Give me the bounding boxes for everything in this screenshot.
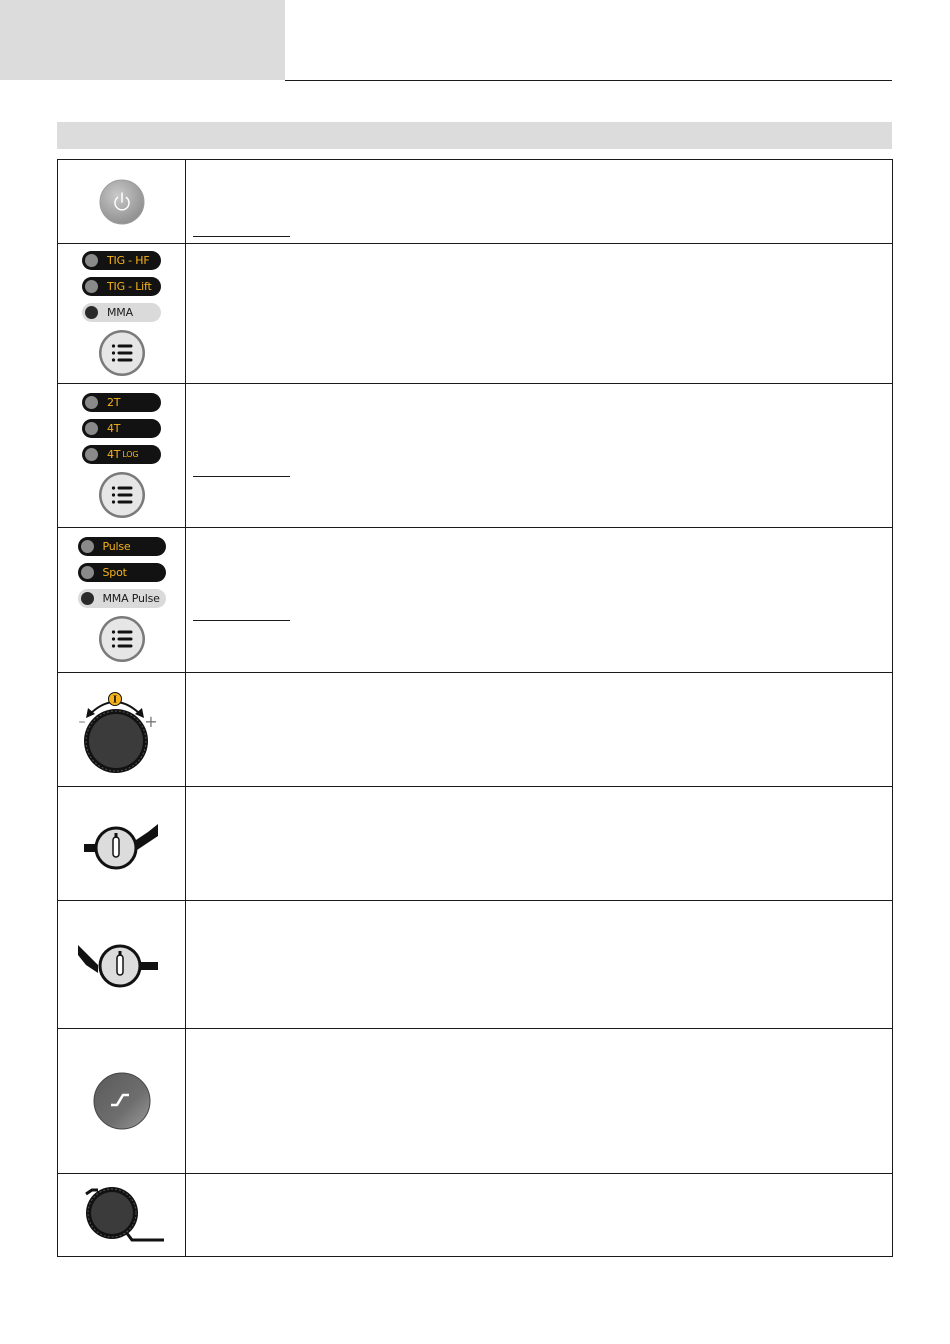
pill-4t <box>82 419 161 438</box>
description-cell <box>186 901 893 1029</box>
icon-cell <box>58 787 186 901</box>
icon-cell <box>58 244 186 384</box>
description-cell <box>186 528 893 673</box>
pill-2t <box>82 393 161 412</box>
divider <box>193 620 290 621</box>
pill-label: Spot <box>102 566 127 579</box>
minus-label: – <box>78 713 85 730</box>
current-indicator-label: I <box>112 695 117 705</box>
description-cell <box>186 160 893 244</box>
led-indicator <box>85 280 98 293</box>
led-indicator <box>85 448 98 461</box>
pill-label: Pulse <box>102 540 131 553</box>
table-row <box>58 528 893 673</box>
pill-mma-pulse <box>78 589 166 608</box>
pill-sublabel: LOG <box>122 449 139 459</box>
pill-pulse <box>78 537 166 556</box>
menu-list-button-icon[interactable] <box>98 329 146 377</box>
pill-label: 4T <box>107 447 121 461</box>
pill-label: MMA <box>107 305 133 319</box>
pill-label: MMA Pulse <box>102 592 160 605</box>
led-indicator <box>81 592 94 605</box>
table-row <box>58 901 893 1029</box>
pill-tig-lift <box>82 277 161 296</box>
led-indicator <box>85 396 98 409</box>
plus-label: + <box>143 711 158 731</box>
icon-cell <box>58 528 186 673</box>
description-cell <box>186 787 893 901</box>
led-indicator <box>81 540 94 553</box>
header-rule <box>285 80 892 81</box>
table-row <box>58 787 893 901</box>
table-row <box>58 160 893 244</box>
description-cell <box>186 384 893 528</box>
controls-table <box>57 159 893 1257</box>
current-knob-icon[interactable] <box>72 680 172 780</box>
header-block <box>0 0 285 80</box>
description-cell <box>186 1029 893 1174</box>
table-row <box>58 384 893 528</box>
icon-cell <box>58 901 186 1029</box>
table-row <box>58 673 893 787</box>
led-indicator <box>85 422 98 435</box>
section-title-bar <box>57 122 892 149</box>
pill-label: 2T <box>107 395 121 409</box>
pill-tig-hf <box>82 251 161 270</box>
table-row <box>58 1029 893 1174</box>
icon-cell <box>58 384 186 528</box>
slope-button-icon[interactable] <box>92 1071 152 1131</box>
pill-spot <box>78 563 166 582</box>
menu-list-button-icon[interactable] <box>98 471 146 519</box>
divider <box>193 236 290 237</box>
led-indicator <box>85 254 98 267</box>
gas-pre-flow-icon <box>72 814 172 874</box>
icon-cell <box>58 1174 186 1257</box>
pill-mma <box>82 303 161 322</box>
encoder-knob-icon[interactable] <box>72 1182 172 1248</box>
table-row <box>58 244 893 384</box>
pill-4t-log <box>82 445 161 464</box>
description-cell <box>186 1174 893 1257</box>
pill-label: TIG - HF <box>107 253 150 267</box>
icon-cell <box>58 160 186 244</box>
icon-cell <box>58 673 186 787</box>
led-indicator <box>85 306 98 319</box>
description-cell <box>186 244 893 384</box>
pill-label: TIG - Lift <box>107 279 152 293</box>
pill-label: 4T <box>107 421 121 435</box>
led-indicator <box>81 566 94 579</box>
power-button-icon[interactable] <box>98 178 146 226</box>
divider <box>193 476 290 477</box>
gas-post-flow-icon <box>72 935 172 995</box>
icon-cell <box>58 1029 186 1174</box>
table-row <box>58 1174 893 1257</box>
description-cell <box>186 673 893 787</box>
menu-list-button-icon[interactable] <box>98 615 146 663</box>
